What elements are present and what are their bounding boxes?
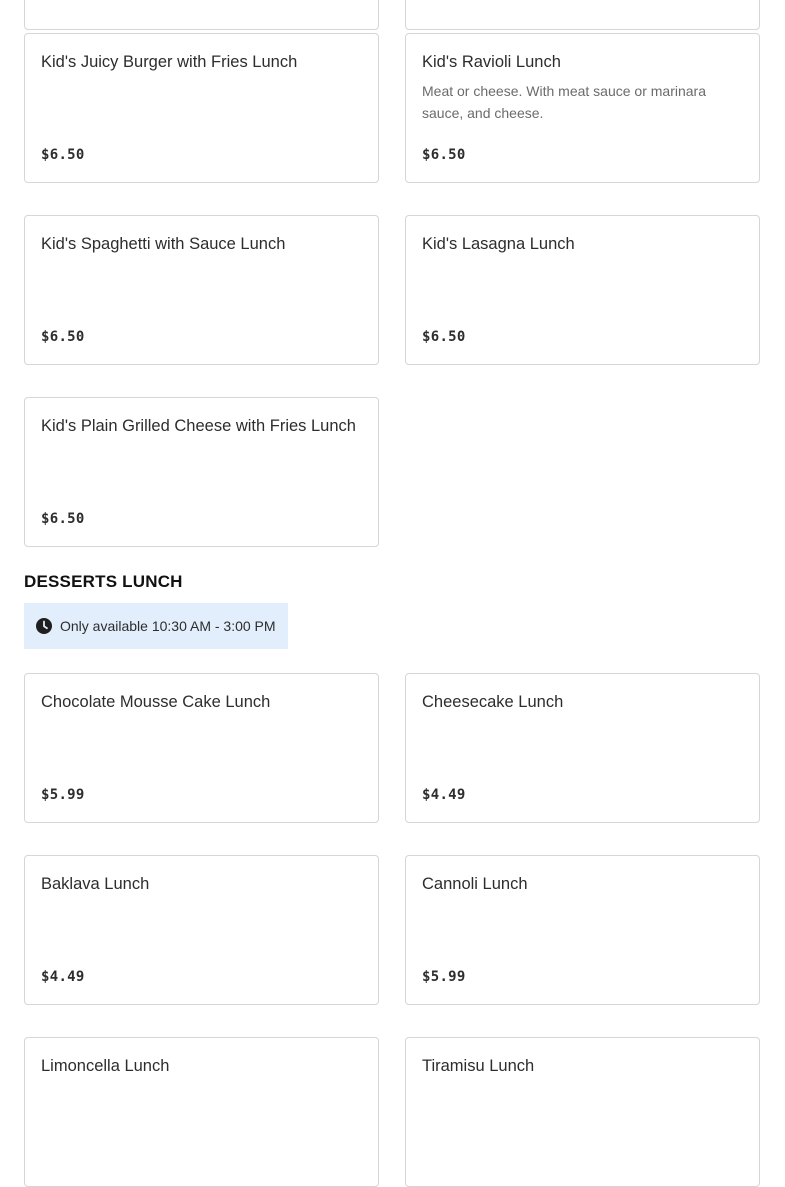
menu-item-card[interactable] [405,215,760,365]
menu-item-card[interactable] [24,33,379,183]
menu-item-card[interactable] [405,855,760,1005]
menu-item-description: Meat or cheese. With meat sauce or marinara sauce, and cheese. [422,83,707,121]
menu-item-name: Kid's Lasagna Lunch [422,235,575,253]
menu-item-price: $4.49 [422,787,466,803]
menu-item-card[interactable] [24,397,379,547]
menu-item-name: Kid's Ravioli Lunch [422,53,561,71]
menu-item-price: $5.99 [41,787,85,803]
availability-text: Only available 10:30 AM - 3:00 PM [60,618,276,634]
menu-item-name: Limoncella Lunch [41,1057,170,1075]
menu-item-price: $6.50 [41,147,85,163]
menu-item-card[interactable] [24,1037,379,1187]
section-title-desserts-lunch: DESSERTS LUNCH [24,572,183,591]
menu-item-name: Tiramisu Lunch [422,1057,535,1075]
menu-item-name: Kid's Plain Grilled Cheese with Fries Lunch [41,417,356,435]
menu-item-price: $6.50 [41,329,85,345]
menu-item-card[interactable] [24,215,379,365]
availability-banner [24,603,288,649]
menu-item-card[interactable] [405,673,760,823]
menu-item-name: Baklava Lunch [41,875,150,893]
menu-item-price: $6.50 [41,511,85,527]
menu-item-price: $4.49 [41,969,85,985]
menu-item-name: Chocolate Mousse Cake Lunch [41,693,271,711]
menu-item-name: Cannoli Lunch [422,875,528,893]
menu-item-card[interactable] [405,1037,760,1187]
menu-item-price: $6.50 [422,329,466,345]
menu-item-card[interactable] [405,0,760,30]
menu-item-price: $5.99 [422,969,466,985]
clock-icon [36,618,52,634]
menu-item-name: Kid's Juicy Burger with Fries Lunch [41,53,298,71]
menu-item-name: Cheesecake Lunch [422,693,564,711]
menu-item-card[interactable] [24,855,379,1005]
menu-item-price: $6.50 [422,147,466,163]
menu-item-card[interactable] [405,33,760,183]
menu-item-card[interactable] [24,673,379,823]
menu-item-name: Kid's Spaghetti with Sauce Lunch [41,235,286,253]
menu-item-card[interactable] [24,0,379,30]
